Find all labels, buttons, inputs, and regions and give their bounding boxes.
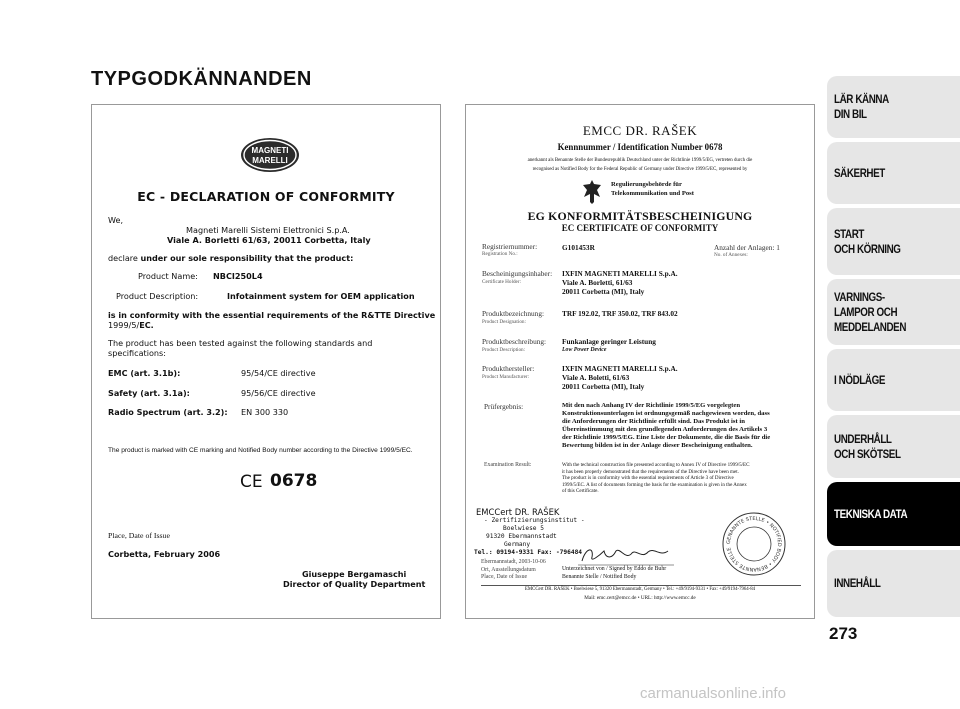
pruefergebnis-label: Prüfergebnis:	[484, 402, 524, 411]
designation-value: TRF 192.02, TRF 350.02, TRF 843.02	[562, 309, 678, 318]
declaration-company: Magneti Marelli Sistemi Elettronici S.p.A.	[186, 225, 350, 235]
manufacturer-label: Produkthersteller:	[482, 364, 535, 373]
place-date-label-en: Place, Date of Issue	[481, 574, 528, 580]
certificate-title-en: EC CERTIFICATE OF CONFORMITY	[561, 223, 719, 233]
logo-text-marelli: MARELLI	[252, 156, 288, 165]
federal-eagle-icon	[581, 178, 603, 206]
designation-sub: Product Designation:	[482, 319, 526, 325]
seal-text: GENANNTE STELLE • NOTIFIED BODY • BENANNTE STELLE	[725, 515, 783, 573]
declaration-declare-bold: under our sole responsibility that the product:	[140, 253, 354, 263]
declaration-directive	[108, 320, 154, 330]
declaration-of-conformity	[91, 104, 441, 619]
nav-tab-underhall[interactable]	[827, 415, 960, 478]
nav-tab-tekniska-data[interactable]	[827, 482, 960, 546]
declaration-directive-prefix: 1999/5/	[108, 320, 140, 330]
nav-tab-sakerhet[interactable]	[827, 142, 960, 204]
declaration-declare-prefix: declare	[108, 253, 138, 263]
nav-label: UNDERHÅLL OCH SKÖTSEL	[834, 431, 901, 461]
magneti-marelli-logo	[240, 137, 300, 173]
declaration-tested-1: The product has been tested against the following standards and	[108, 338, 373, 348]
ort-label: Ort, Ausstellungsdatum	[481, 567, 536, 573]
ce-marking	[240, 471, 317, 491]
standard-value: 95/54/CE directive	[241, 368, 316, 378]
annex-sub: No. of Annexes:	[714, 252, 748, 258]
notified-body-seal	[720, 510, 788, 578]
ce-note: The product is marked with CE marking and Notified Body number according to the Directive 1999/5/EC.	[108, 447, 413, 454]
reg-label: Registriernummer:	[482, 242, 538, 251]
description-value: Funkanlage geringer Leistung	[562, 337, 656, 346]
declaration-conformity: is in conformity with the essential requirements of the R&TTE Directive	[108, 310, 436, 320]
holder-label: Bescheinigungsinhaber:	[482, 269, 553, 278]
standard-value: 95/56/CE directive	[241, 388, 316, 398]
certificate-issuer: EMCC DR. RAŠEK	[582, 123, 698, 138]
description-sub: Product Description:	[482, 347, 526, 353]
nav-tab-nodlage[interactable]	[827, 349, 960, 411]
signed-role: Benannte Stelle / Notified Body	[562, 574, 637, 580]
holder-value: IXFIN MAGNETI MARELLI S.p.A. Viale A. Borletti, 61/63 20011 Corbetta (MI), Italy	[562, 269, 678, 297]
description-label: Produktbeschreibung:	[482, 337, 547, 346]
reg-value: G101453R	[562, 243, 595, 252]
authority-line-2: Telekommunikation und Post	[611, 190, 694, 197]
nav-label: I NÖDLÄGE	[834, 372, 885, 387]
product-desc-label: Product Description:	[116, 291, 199, 301]
examination-label: Examination Result:	[484, 462, 532, 468]
annex-label: Anzahl der Anlagen: 1	[714, 243, 780, 252]
product-name-label: Product Name:	[138, 271, 198, 281]
reg-sub: Registration No.:	[482, 251, 518, 257]
pruefergebnis-text: Mit den nach Anhang IV der Richtlinie 1999/5/EG vorgelegten Konstruktionsunterlagen ist ordnungsgemäß nachgewiesen worden, dass die Anforderungen der Richtlinie erfüllt sind. Das Produkt ist in Übereinstimmung mit den grundlegenden Anforderungen des Artikels 3 der Richtlinie 1999/5/EG. Eine Liste der Dokumente, die die Basis für die Bewertung bilden ist in der Anlage dieser Bescheinigung enthalten.	[562, 402, 771, 450]
issue-place-date: Ebermannstadt, 2003-10-06	[481, 559, 546, 565]
examination-text: With the technical construction file presented according to Annex IV of Directive 1999/5/EC it has been properly demonstrated that the requirements of the Directive have been met. The product is in conformity with the essential requirements of Article 3 of Directive 1999/5/EC. A list of documents forming the basis for the examination is given in the Annex of this Certificate.	[562, 462, 750, 494]
standard-label: Safety (art. 3.1a):	[108, 388, 190, 398]
magneti-marelli-logo-mark	[240, 137, 300, 173]
nav-label: LÄR KÄNNA DIN BIL	[834, 92, 889, 121]
stamp-line: Boelwiese 5	[503, 525, 544, 532]
authority-line-1: Regulierungsbehörde für	[611, 181, 682, 188]
declaration-address: Viale A. Borletti 61/63, 20011 Corbetta, Italy	[167, 235, 371, 245]
nav-tab-start[interactable]	[827, 208, 960, 275]
stamp-line: Tel.: 09194-9331 Fax: -796484	[474, 549, 583, 556]
manufacturer-sub: Product Manufacturer:	[482, 374, 530, 380]
nav-label: VARNINGS- LAMPOR OCH MEDDELANDEN	[834, 289, 907, 334]
nav-tab-innehall[interactable]	[827, 550, 960, 617]
nav-label: START OCH KÖRNING	[834, 226, 901, 256]
place-date-label: Place, Date of Issue	[108, 531, 170, 540]
page-number: 273	[829, 624, 858, 643]
declaration-we: We,	[108, 215, 124, 225]
standard-label: Radio Spectrum (art. 3.2):	[108, 407, 228, 417]
page-heading: TYPGODKÄNNANDEN	[91, 68, 312, 90]
stamp-line: - Zertifizierungsinstitut -	[484, 517, 585, 524]
certificate-footer-2: Mail: emc.cert@emcc.de • URL: http://www.emcc.de	[584, 595, 696, 601]
certificate-recognition-en: recognised as Notified Body for the Federal Republic of Germany under Directive 1999/5/EC, represented by	[532, 167, 748, 172]
nav-label: SÄKERHET	[834, 165, 885, 180]
ce-mark-icon	[240, 472, 266, 490]
ce-symbol: CE	[240, 472, 263, 490]
nav-label: INNEHÅLL	[834, 576, 881, 590]
description-value-en: Low Power Device	[562, 347, 607, 353]
certificate-id-line: Kennnummer / Identification Number 0678	[557, 142, 723, 152]
product-name-value: NBCI250L4	[213, 271, 263, 281]
declaration-tested-2: specifications:	[108, 348, 166, 358]
signer-name: Giuseppe Bergamaschi	[302, 569, 407, 579]
stamp-line: Germany	[504, 541, 531, 548]
stamp-line: EMCCert DR. RAŠEK	[476, 507, 560, 517]
ec-certificate	[465, 104, 815, 619]
designation-label: Produktbezeichnung:	[482, 309, 545, 318]
nav-label: TEKNISKA DATA	[834, 506, 908, 521]
standard-value: EN 300 330	[241, 407, 289, 417]
product-desc-value: Infotainment system for OEM application	[227, 291, 415, 301]
certificate-footer-1: EMCCert DR. RAŠEK • Boelwiese 5, 91320 Ebermannstadt, Germany • Tel.: +49/9194-9331 • Fax: +49/9194-7964-84	[524, 587, 756, 592]
declaration-title: EC - DECLARATION OF CONFORMITY	[137, 189, 395, 204]
certificate-title-de: EG KONFORMITÄTSBESCHEINIGUNG	[527, 209, 753, 223]
declaration-declare	[108, 253, 353, 263]
nav-tab-lar-kanna[interactable]	[827, 76, 960, 138]
watermark: carmanualsonline.info	[640, 685, 786, 702]
svg-text:GENANNTE STELLE • NOTIFIED BOD	[726, 516, 782, 572]
standard-label: EMC (art. 3.1b):	[108, 368, 181, 378]
logo-text-magneti: MAGNETI	[251, 146, 289, 155]
signed-by: Unterzeichnet von / Signed by Eddo de Buhr	[562, 566, 667, 572]
footer-divider	[481, 585, 801, 586]
chapter-nav	[827, 0, 960, 709]
certificate-recognition-de: anerkannt als Benannte Stelle der Bundesrepublik Deutschland unter der Richtlinie 1999/5/EG, vertreten durch die	[527, 158, 753, 163]
holder-sub: Certificate Holder:	[482, 279, 522, 285]
ce-number: 0678	[270, 471, 318, 491]
nav-tab-varningslampor[interactable]	[827, 279, 960, 345]
manufacturer-value: IXFIN MAGNETI MARELLI S.p.A. Viale A. Boletti, 61/63 20011 Corbetta (MI), Italy	[562, 364, 678, 392]
declaration-directive-bold: EC.	[139, 320, 154, 330]
signer-title: Director of Quality Department	[283, 579, 426, 589]
stamp-line: 91320 Ebermannstadt	[486, 533, 557, 540]
signature	[576, 543, 676, 567]
place-date-value: Corbetta, February 2006	[108, 549, 221, 559]
